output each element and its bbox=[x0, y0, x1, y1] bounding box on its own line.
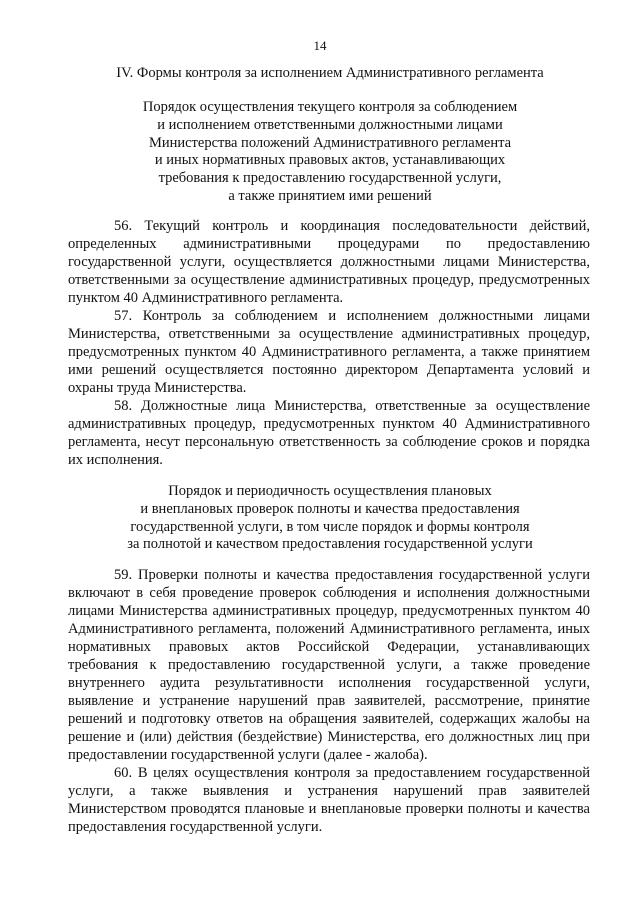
subheading-line: а также принятием ими решений bbox=[228, 187, 432, 204]
paragraph-56: 56. Текущий контроль и координация последовательности действий, определенных административными процедурами по предоставлению государственной услуги, осуществляется должностными лицами Министерства, ответственными за осуществление административных процедур, предусмотренных пунктом 40 Административного регламента. bbox=[68, 218, 590, 306]
subheading-line: требования к предоставлению государственной услуги, bbox=[158, 170, 502, 187]
paragraph-block-1 bbox=[68, 217, 590, 469]
subheading-line: Министерства положений Административного регламента bbox=[148, 134, 512, 151]
section-heading: IV. Формы контроля за исполнением Административного регламента bbox=[116, 65, 544, 81]
subheading-line: и внеплановых проверок полноты и качества предоставления bbox=[140, 500, 520, 517]
paragraph-57: 57. Контроль за соблюдением и исполнением должностными лицами Министерства, ответственными за осуществление административных процедур, предусмотренных пунктом 40 Административного регламента, а также принятием ими решений осуществляется постоянно директором Департамента условий и охраны труда Министерства. bbox=[68, 308, 590, 396]
paragraph-block-2 bbox=[68, 566, 590, 836]
paragraph-60: 60. В целях осуществления контроля за предоставлением государственной услуги, а также выявления и устранения нарушений прав заявителей Министерством проводятся плановые и внеплановые проверки полноты и качества предоставления государственной услуги. bbox=[68, 765, 590, 835]
subheading-line: Порядок осуществления текущего контроля за соблюдением bbox=[142, 99, 518, 115]
subheading-line: и иных нормативных правовых актов, устанавливающих bbox=[154, 152, 506, 169]
subheading-line: и исполнением ответственными должностными лицами bbox=[157, 116, 503, 133]
subheading-line: Порядок и периодичность осуществления плановых bbox=[168, 483, 492, 499]
subheading-inspections bbox=[60, 483, 600, 554]
page-number: 14 bbox=[313, 38, 327, 53]
subheading-line: за полнотой и качеством предоставления государственной услуги bbox=[127, 536, 533, 553]
paragraph-59: 59. Проверки полноты и качества предоставления государственной услуги включают в себя проведение проверок соблюдения и исполнения должностными лицами Министерства административных процедур, предусмотренных пунктом 40 Административного регламента, положений Административного регламента, иных нормативных правовых актов Российской Федерации, устанавливающих требования к предоставлению государственной услуги, а также проведение внутреннего аудита результативности исполнения государственной услуги, выявление и устранение нарушений прав заявителей, рассмотрение, принятие решений и подготовку ответов на обращения заявителей, содержащих жалобы на решение и (или) действия (бездействие) Министерства, его должностных лиц при предоставлении государственной услуги (далее - жалоба). bbox=[68, 567, 590, 763]
paragraph-58: 58. Должностные лица Министерства, ответственные за осуществление административных процедур, предусмотренных пунктом 40 Административного регламента, несут персональную ответственность за соблюдение сроков и порядка их исполнения. bbox=[68, 398, 590, 468]
subheading-current-control bbox=[60, 99, 600, 206]
subheading-line: государственной услуги, в том числе порядок и формы контроля bbox=[130, 518, 530, 535]
